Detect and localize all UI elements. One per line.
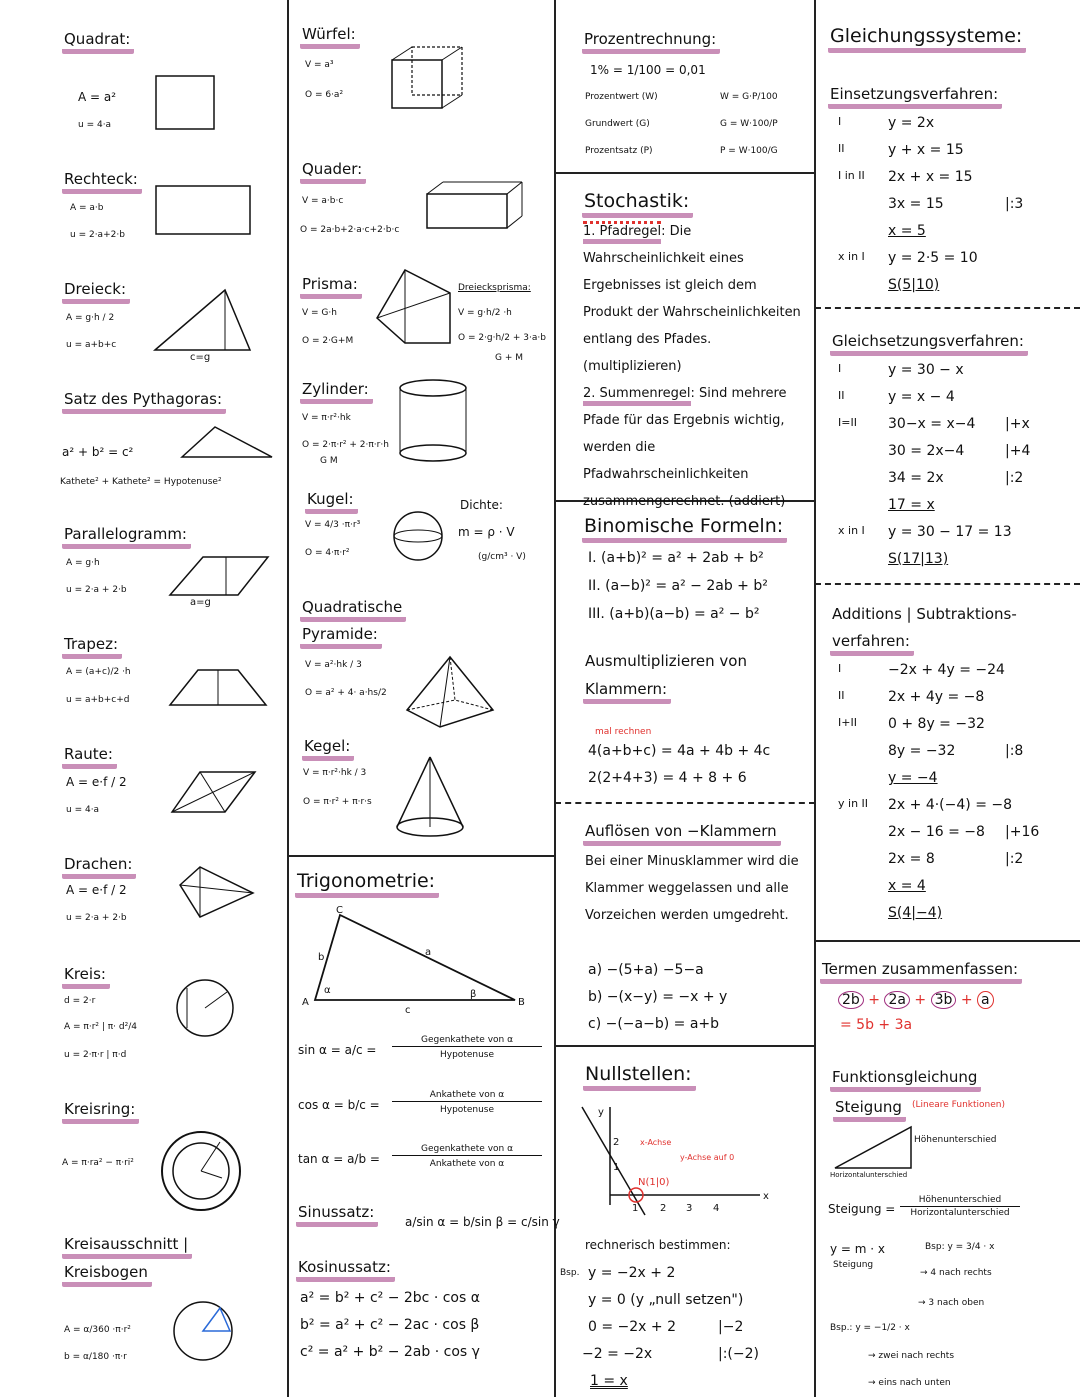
operation: |:2: [1005, 851, 1024, 867]
cylinder-diagram: [398, 378, 468, 463]
equation: y = 2x: [888, 115, 935, 131]
vertex-a: A: [302, 997, 309, 1008]
formula: A = a·b: [70, 203, 104, 213]
row-label: Grundwert (G): [585, 119, 650, 129]
rhombus-diagram: [170, 770, 260, 815]
equation: y = 30 − x: [888, 362, 964, 378]
section-title-klammern: Klammern:: [583, 680, 671, 704]
row-label: II: [838, 389, 845, 402]
formula: −2 = −2x: [582, 1346, 653, 1362]
cone-diagram: [395, 755, 465, 840]
formula: G M: [320, 456, 338, 466]
tangent-numerator: Gegenkathete von α: [392, 1144, 542, 1156]
formula: A = (a+c)/2 ·h: [66, 667, 131, 677]
section-divider: [815, 307, 1080, 309]
equation: 17 = x: [888, 497, 935, 513]
operation: |:(−2): [718, 1346, 759, 1362]
formula: u = a+b+c: [66, 340, 117, 350]
section-title-pyramide-2: Pyramide:: [300, 625, 382, 649]
formula: A = e·f / 2: [66, 883, 127, 897]
formula: a² = b² + c² − 2bc · cos α: [300, 1290, 480, 1306]
section-title-rechteck: Rechteck:: [62, 170, 142, 194]
formula: I. (a+b)² = a² + 2ab + b²: [588, 550, 764, 566]
subsection-title: Dreiecksprisma:: [458, 283, 531, 293]
formula: V = π·r²·hk: [302, 413, 351, 423]
operation: |−2: [718, 1319, 744, 1335]
trig-triangle-diagram: [300, 905, 530, 1016]
side-b: b: [318, 952, 325, 963]
svg-text:y: y: [598, 1107, 604, 1118]
formula: II. (a−b)² = a² − 2ab + b²: [588, 578, 768, 594]
section-title-kreisring: Kreisring:: [62, 1100, 139, 1124]
equation: 30 = 2x−4: [888, 443, 965, 459]
formula: b² = a² + c² − 2ac · cos β: [300, 1317, 480, 1333]
formula: O = 2·g·h/2 + 3·a·b: [458, 333, 546, 343]
height-label: Höhenunterschied: [914, 1135, 997, 1145]
svg-text:y-Achse auf 0: y-Achse auf 0: [680, 1153, 735, 1162]
formula: O = 2·π·r² + 2·π·r·h: [302, 440, 389, 450]
equation: S(5|10): [888, 277, 940, 293]
svg-text:3: 3: [686, 1203, 693, 1214]
section-title-stochastik: Stochastik:: [582, 190, 693, 218]
cosine-lhs: cos α = b/c =: [298, 1098, 380, 1112]
formula: Kathete² + Kathete² = Hypotenuse²: [60, 477, 222, 487]
svg-text:1: 1: [632, 1203, 639, 1214]
section-title-kreis: Kreis:: [62, 965, 110, 989]
operator: +: [960, 992, 973, 1008]
formula: V = a·b·c: [302, 196, 344, 206]
formula: G + M: [495, 353, 524, 363]
svg-text:c=g: c=g: [190, 352, 211, 363]
formula: V = a²·hk / 3: [305, 660, 362, 670]
page-title-gleichungssysteme: Gleichungssysteme:: [828, 25, 1026, 53]
section-title-funktionsgleichung: Funktionsgleichung: [830, 1068, 981, 1092]
formula: 4(a+b+c) = 4a + 4b + 4c: [588, 743, 771, 759]
sphere-diagram: [392, 510, 444, 562]
square-diagram: [155, 75, 215, 130]
slope-numerator: Höhenunterschied: [900, 1195, 1020, 1207]
terms-expression: [838, 992, 994, 1009]
equation: 2x − 16 = −8: [888, 824, 985, 840]
slope-triangle: [833, 1125, 913, 1170]
formula: b) −(x−y) = −x + y: [588, 989, 728, 1005]
kite-diagram: [178, 865, 258, 920]
formula: y = 0 (y „null setzen"): [588, 1292, 744, 1308]
section-title-verfahren: verfahren:: [830, 632, 914, 656]
svg-text:2: 2: [660, 1203, 667, 1214]
example-step: → zwei nach rechts: [868, 1351, 955, 1361]
angle-alpha: α: [324, 985, 331, 996]
operation: |+4: [1005, 443, 1031, 459]
section-title-zylinder: Zylinder:: [300, 380, 373, 404]
section-title-drachen: Drachen:: [62, 855, 136, 879]
term: 2b: [838, 991, 864, 1009]
row-label: I: [838, 662, 842, 675]
formula: u = 4·a: [66, 805, 100, 815]
formula: O = 4·π·r²: [305, 548, 350, 558]
formula: A = g·h / 2: [66, 313, 115, 323]
section-title-quadrat: Quadrat:: [62, 30, 134, 54]
section-title-kreisbogen: Kreisbogen: [62, 1263, 152, 1287]
formula: V = G·h: [302, 308, 337, 318]
equation: y = 30 − 17 = 13: [888, 524, 1012, 540]
formula: V = π·r²·hk / 3: [303, 768, 367, 778]
equation: 2x + 4y = −8: [888, 689, 985, 705]
formula: y = −2x + 2: [588, 1265, 676, 1281]
row-label: I+II: [838, 716, 857, 729]
equation: 2x + 4·(−4) = −8: [888, 797, 1013, 813]
density-title: Dichte:: [460, 498, 503, 512]
rule-name: 1. Pfadregel: [583, 221, 661, 244]
section-title-prozentrechnung: Prozentrechnung:: [582, 30, 720, 54]
example-step: → 3 nach oben: [918, 1298, 985, 1308]
section-divider: [815, 583, 1080, 585]
equation: 30−x = x−4: [888, 416, 976, 432]
rectangle-diagram: [155, 185, 251, 235]
section-divider: [555, 1045, 815, 1047]
operation: |+x: [1005, 416, 1030, 432]
formula: a/sin α = b/sin β = c/sin γ: [405, 1215, 560, 1229]
sine-lhs: sin α = a/c =: [298, 1043, 377, 1057]
stochastik-text: [583, 218, 808, 515]
section-title-additionsverfahren: Additions | Subtraktions-: [832, 605, 1017, 623]
section-divider: [555, 802, 815, 804]
example: Bsp: y = 3/4 · x: [925, 1242, 995, 1252]
svg-text:x: x: [763, 1191, 769, 1202]
formula: V = g·h/2 ·h: [458, 308, 512, 318]
formula: u = 2·a+2·b: [70, 230, 125, 240]
row-label: x in I: [838, 250, 865, 263]
formula: A = α/360 ·π·r²: [64, 1325, 131, 1335]
formula: A = a²: [78, 90, 117, 104]
m-label: Steigung: [833, 1260, 874, 1270]
rule-text: : Die Wahrscheinlichkeit eines Ergebnisses ist gleich dem Produkt der Wahrscheinlichkeiten entlang des Pfades. (multiplizieren): [583, 224, 801, 374]
formula: a² + b² = c²: [62, 445, 134, 459]
terms-result: = 5b + 3a: [840, 1017, 913, 1033]
formula: b = α/180 ·π·r: [64, 1352, 127, 1362]
row-label: y in II: [838, 797, 869, 810]
section-title-trapez: Trapez:: [62, 635, 122, 659]
prism-diagram: [375, 268, 455, 348]
section-title-steigung: Steigung: [833, 1098, 906, 1122]
section-divider: [815, 940, 1080, 942]
section-title-wuerfel: Würfel:: [300, 25, 360, 49]
formula: A = g·h: [66, 558, 100, 568]
formula: m = ρ · V: [458, 525, 515, 539]
formula: 2(2+4+3) = 4 + 8 + 6: [588, 770, 747, 786]
section-title-einsetzungsverfahren: Einsetzungsverfahren:: [828, 85, 1002, 109]
trapezoid-diagram: [168, 668, 268, 708]
operator: +: [868, 992, 880, 1008]
sine-numerator: Gegenkathete von α: [392, 1035, 542, 1047]
equation: 34 = 2x: [888, 470, 944, 486]
row-label: I in II: [838, 169, 865, 182]
svg-text:2: 2: [613, 1137, 620, 1148]
vertex-b: B: [518, 997, 525, 1008]
operation: |+16: [1005, 824, 1040, 840]
section-title-raute: Raute:: [62, 745, 117, 769]
pyramid-diagram: [405, 655, 495, 730]
cosine-numerator: Ankathete von α: [392, 1090, 542, 1102]
parallelogram-diagram: [168, 555, 273, 608]
formula: y = m · x: [830, 1242, 886, 1256]
equation: y + x = 15: [888, 142, 964, 158]
example-step: → 4 nach rechts: [920, 1268, 992, 1278]
section-title-kugel: Kugel:: [305, 490, 358, 514]
equation: −2x + 4y = −24: [888, 662, 1005, 678]
subtitle: rechnerisch bestimmen:: [585, 1238, 731, 1252]
operation: |:8: [1005, 743, 1024, 759]
formula: u = 2·a + 2·b: [66, 913, 127, 923]
column-divider: [554, 0, 556, 1397]
zero-graph: [580, 1105, 770, 1220]
example: Bsp.: y = −1/2 · x: [830, 1323, 910, 1333]
column-divider: [287, 0, 289, 1397]
section-title-aufloesen: Auflösen von −Klammern: [583, 822, 781, 846]
svg-text:1: 1: [613, 1162, 620, 1173]
equation: 3x = 15: [888, 196, 944, 212]
section-title-trigonometrie: Trigonometrie:: [295, 870, 439, 898]
formula: a) −(5+a) −5−a: [588, 962, 704, 978]
formula: c² = a² + b² − 2ab · cos γ: [300, 1344, 480, 1360]
equation: 2x = 8: [888, 851, 935, 867]
formula: u = a+b+c+d: [66, 695, 130, 705]
annulus-diagram: [160, 1130, 242, 1212]
section-title-termen: Termen zusammenfassen:: [820, 960, 1022, 984]
example-step: → eins nach unten: [868, 1378, 951, 1388]
term: a: [977, 991, 994, 1009]
rule-text: : Sind mehrere Pfade für das Ergebnis wichtig, werden die Pfadwahrscheinlichkeiten zusammengerechnet. (addiert): [583, 386, 787, 509]
angle-beta: β: [470, 989, 477, 1000]
equation: S(17|13): [888, 551, 949, 567]
slope-denominator: Horizontalunterschied: [910, 1208, 1010, 1218]
equation: y = −4: [888, 770, 938, 786]
section-divider: [288, 855, 555, 857]
formula: O = 2·G+M: [302, 336, 354, 346]
side-c: c: [405, 1005, 411, 1016]
cuboid-diagram: [425, 180, 525, 230]
formula: P = W·100/G: [720, 146, 778, 156]
formula: A = π·ra² − π·ri²: [62, 1158, 134, 1168]
formula: u = 4·a: [78, 120, 112, 130]
section-title-pythagoras: Satz des Pythagoras:: [62, 390, 226, 414]
formula: d = 2·r: [64, 996, 96, 1006]
term: 2a: [884, 991, 910, 1009]
formula: 0 = −2x + 2: [588, 1319, 676, 1335]
formula: A = π·r² | π· d²/4: [64, 1022, 137, 1032]
vertex-c: C: [336, 905, 343, 916]
formula: V = a³: [305, 60, 334, 70]
svg-text:4: 4: [713, 1203, 720, 1214]
formula: u = 2·π·r | π·d: [64, 1050, 127, 1060]
result: 1 = x: [590, 1373, 628, 1389]
example-label: Bsp.: [560, 1268, 580, 1278]
section-title-nullstellen: Nullstellen:: [583, 1063, 696, 1091]
circle-diagram: [175, 978, 235, 1038]
equation: x = 4: [888, 878, 926, 894]
row-label: II: [838, 142, 845, 155]
side-a: a: [425, 947, 432, 958]
equation: 0 + 8y = −32: [888, 716, 985, 732]
column-divider: [814, 0, 816, 1397]
rule-name: 2. Summenregel: [583, 386, 691, 406]
row-label: II: [838, 689, 845, 702]
section-title-kosinussatz: Kosinussatz:: [296, 1258, 395, 1282]
row-label: I=II: [838, 416, 857, 429]
section-title-binomisch: Binomische Formeln:: [582, 515, 787, 543]
formula: G = W·100/P: [720, 119, 778, 129]
formula: 1% = 1/100 = 0,01: [590, 63, 706, 77]
paragraph: Bei einer Minusklammer wird die Klammer weggelassen und alle Vorzeichen werden umgedreht.: [585, 854, 799, 923]
section-title-dreieck: Dreieck:: [62, 280, 130, 304]
row-label: I: [838, 362, 842, 375]
operation: |:2: [1005, 470, 1024, 486]
formula: O = 6·a²: [305, 90, 344, 100]
svg-text:N(1|0): N(1|0): [638, 1177, 670, 1188]
annotation: (Lineare Funktionen): [912, 1100, 1005, 1110]
equation: S(4|−4): [888, 905, 943, 921]
equation: 8y = −32: [888, 743, 956, 759]
tangent-denominator: Ankathete von α: [429, 1159, 505, 1169]
formula: (g/cm³ · V): [478, 552, 526, 562]
section-divider: [555, 172, 815, 174]
formula: III. (a+b)(a−b) = a² − b²: [588, 606, 760, 622]
formula: V = 4/3 ·π·r³: [305, 520, 361, 530]
section-title-parallelogramm: Parallelogramm:: [62, 525, 191, 549]
section-title-kreisausschnitt: Kreisausschnitt |: [62, 1235, 192, 1259]
triangle-diagram: [150, 288, 260, 363]
row-label: I: [838, 115, 842, 128]
equation: x = 5: [888, 223, 926, 239]
right-triangle-diagram: [180, 425, 275, 460]
annotation: mal rechnen: [595, 727, 652, 737]
equation: y = 2·5 = 10: [888, 250, 978, 266]
section-title-sinussatz: Sinussatz:: [296, 1203, 378, 1227]
svg-text:x-Achse: x-Achse: [640, 1138, 672, 1147]
operator: +: [914, 992, 927, 1008]
section-title-ausmultiplizieren: Ausmultiplizieren von: [585, 652, 747, 670]
cosine-denominator: Hypotenuse: [439, 1105, 494, 1115]
formula: O = a² + 4· a·hs/2: [305, 688, 387, 698]
section-title-pyramide: Quadratische: [300, 598, 406, 622]
equation: 2x + x = 15: [888, 169, 973, 185]
section-title-gleichsetzungsverfahren: Gleichsetzungsverfahren:: [830, 332, 1028, 356]
width-label: Horizontalunterschied: [830, 1171, 908, 1179]
term: 3b: [931, 991, 957, 1009]
formula: u = 2·a + 2·b: [66, 585, 127, 595]
formula: c) −(−a−b) = a+b: [588, 1016, 720, 1032]
svg-text:a=g: a=g: [190, 597, 211, 608]
sector-diagram: [172, 1300, 234, 1362]
section-title-quader: Quader:: [300, 160, 366, 184]
row-label: Prozentsatz (P): [585, 146, 653, 156]
sine-denominator: Hypotenuse: [439, 1050, 494, 1060]
formula: O = π·r² + π·r·s: [303, 797, 372, 807]
row-label: x in I: [838, 524, 865, 537]
equation: y = x − 4: [888, 389, 955, 405]
slope-formula-lhs: Steigung =: [828, 1202, 896, 1216]
operation: |:3: [1005, 196, 1024, 212]
row-label: Prozentwert (W): [585, 92, 658, 102]
cube-diagram: [390, 45, 465, 110]
section-title-kegel: Kegel:: [302, 737, 354, 761]
formula: O = 2a·b+2·a·c+2·b·c: [300, 225, 400, 235]
section-title-prisma: Prisma:: [300, 275, 362, 299]
formula: W = G·P/100: [720, 92, 778, 102]
formula: A = e·f / 2: [66, 775, 127, 789]
tangent-lhs: tan α = a/b =: [298, 1152, 380, 1166]
